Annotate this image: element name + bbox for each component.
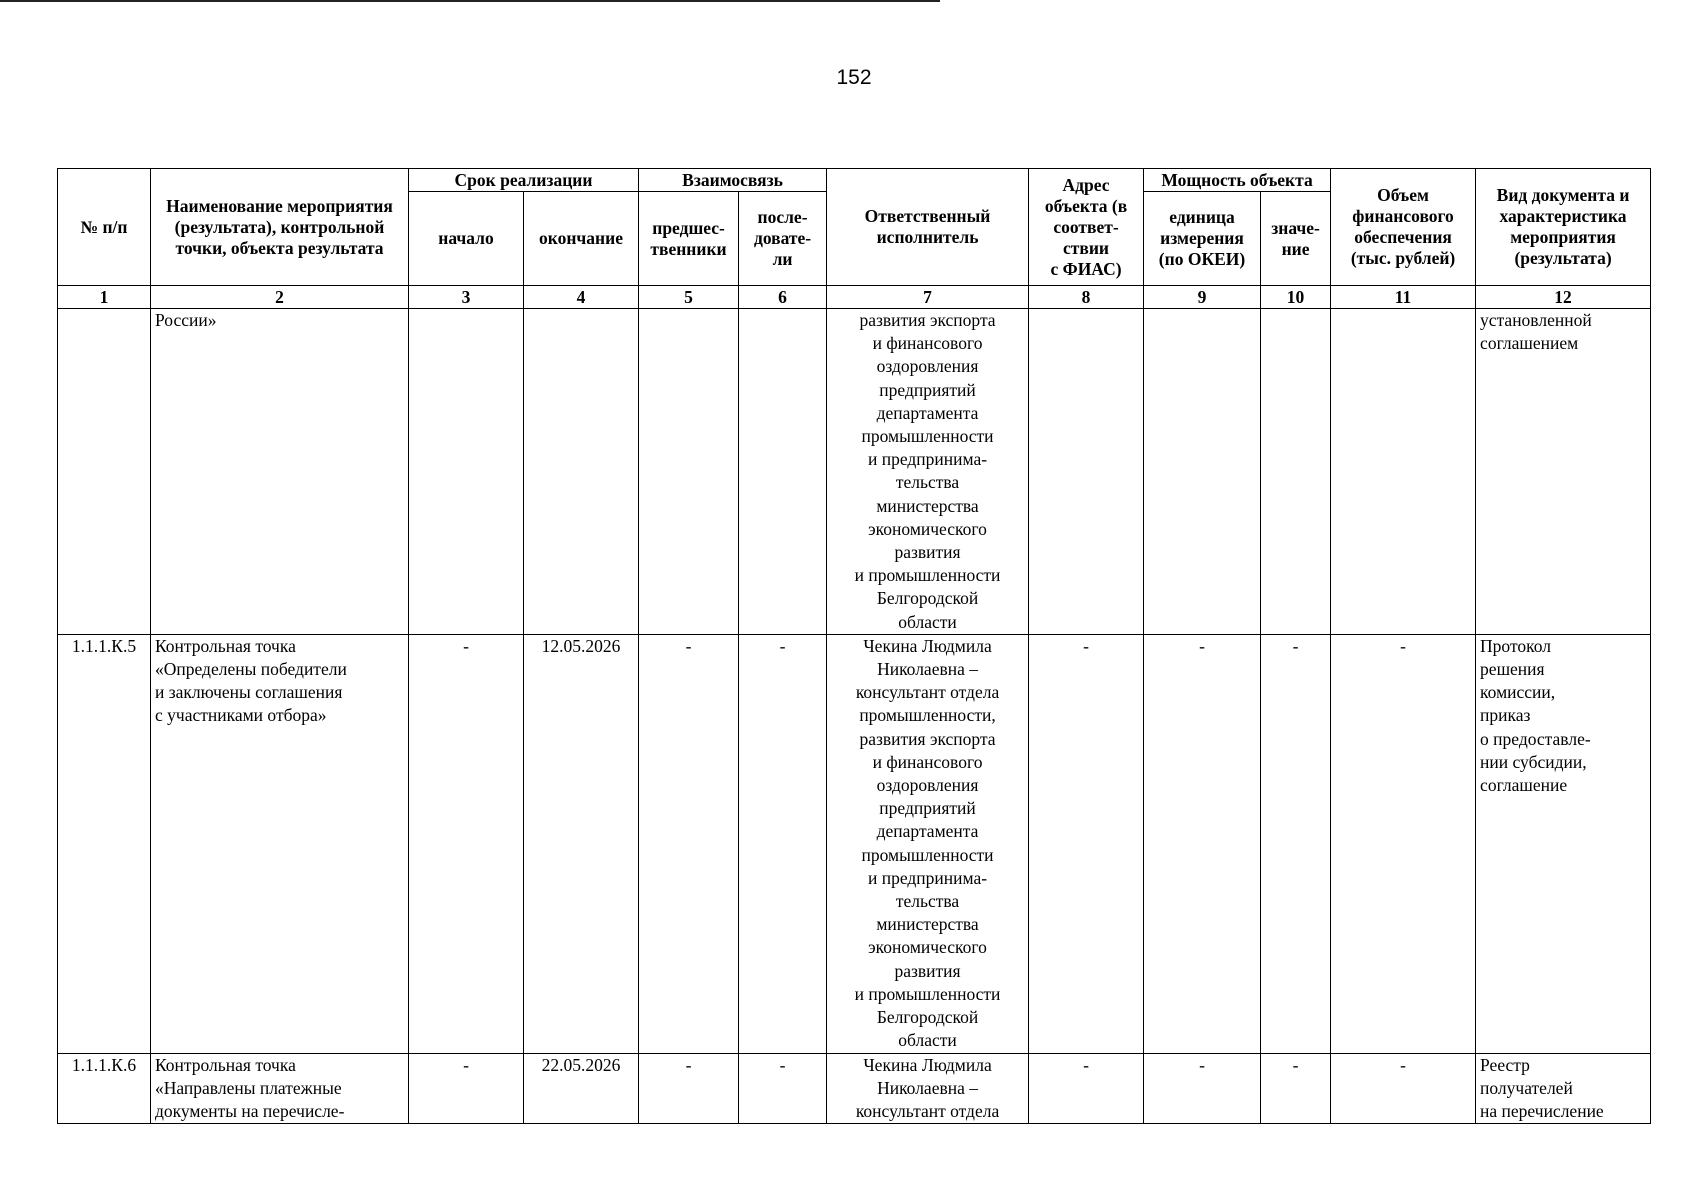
row-name: Контрольная точка «Определены победители и заключены соглашения с участниками отбора» [151, 634, 409, 1053]
activity-plan-table [57, 168, 1651, 1124]
header-num: № п/п [58, 169, 151, 286]
row-num: 1.1.1.К.6 [58, 1053, 151, 1124]
row-address: - [1029, 634, 1144, 1053]
row-start: - [409, 634, 524, 1053]
column-number: 7 [827, 286, 1029, 309]
table-row [58, 309, 1651, 635]
header-end: окончание [524, 192, 639, 286]
row-start: - [409, 1053, 524, 1124]
row-address [1029, 309, 1144, 635]
row-start [409, 309, 524, 635]
row-funding [1331, 309, 1476, 635]
header-capacity: Мощность объекта [1144, 169, 1331, 192]
row-value: - [1261, 1053, 1331, 1124]
row-end [524, 309, 639, 635]
column-number: 8 [1029, 286, 1144, 309]
header-value: значе- ние [1261, 192, 1331, 286]
header-links: Взаимосвязь [639, 169, 827, 192]
column-number: 3 [409, 286, 524, 309]
header-name: Наименование мероприятия (результата), контрольной точки, объекта результата [151, 169, 409, 286]
row-responsible: Чекина Людмила Николаевна – консультант отдела промышленности, развития экспорта и финансового оздоровления предприятий департамента промышленности и предпринима- тельства министерства экономического развития и промышленности Белгородской области [827, 634, 1029, 1053]
row-num: 1.1.1.К.5 [58, 634, 151, 1053]
row-succ [739, 309, 827, 635]
row-end: 12.05.2026 [524, 634, 639, 1053]
row-succ: - [739, 1053, 827, 1124]
header-responsible: Ответственный исполнитель [827, 169, 1029, 286]
row-value: - [1261, 634, 1331, 1053]
table-row [58, 634, 1651, 1053]
scan-edge-line [0, 0, 940, 2]
row-doc: Протокол решения комиссии, приказ о предоставле- нии субсидии, соглашение [1476, 634, 1651, 1053]
row-unit [1144, 309, 1261, 635]
header-address: Адрес объекта (в соответ- ствии с ФИАС) [1029, 169, 1144, 286]
column-number: 4 [524, 286, 639, 309]
row-pred: - [639, 634, 739, 1053]
row-num [58, 309, 151, 635]
row-name: России» [151, 309, 409, 635]
row-value [1261, 309, 1331, 635]
column-number: 5 [639, 286, 739, 309]
column-number: 1 [58, 286, 151, 309]
row-responsible: развития экспорта и финансового оздоровления предприятий департамента промышленности и предпринима- тельства министерства экономического развития и промышленности Белгородской области [827, 309, 1029, 635]
row-pred: - [639, 1053, 739, 1124]
page-number: 152 [836, 66, 872, 89]
row-end: 22.05.2026 [524, 1053, 639, 1124]
header-pred: предшес- твенники [639, 192, 739, 286]
row-doc: установленной соглашением [1476, 309, 1651, 635]
column-number: 2 [151, 286, 409, 309]
column-number: 6 [739, 286, 827, 309]
row-succ: - [739, 634, 827, 1053]
header-row-top [58, 169, 1651, 192]
column-number-row [58, 286, 1651, 309]
header-funding: Объем финансового обеспечения (тыс. рублей) [1331, 169, 1476, 286]
header-unit: единица измерения (по ОКЕИ) [1144, 192, 1261, 286]
column-number: 11 [1331, 286, 1476, 309]
row-funding: - [1331, 1053, 1476, 1124]
row-responsible: Чекина Людмила Николаевна – консультант отдела [827, 1053, 1029, 1124]
header-succ: после- довате- ли [739, 192, 827, 286]
row-unit: - [1144, 1053, 1261, 1124]
row-pred [639, 309, 739, 635]
row-address: - [1029, 1053, 1144, 1124]
row-unit: - [1144, 634, 1261, 1053]
table-row [58, 1053, 1651, 1124]
header-doc: Вид документа и характеристика мероприятия (результата) [1476, 169, 1651, 286]
column-number: 9 [1144, 286, 1261, 309]
column-number: 10 [1261, 286, 1331, 309]
header-start: начало [409, 192, 524, 286]
row-funding: - [1331, 634, 1476, 1053]
header-period: Срок реализации [409, 169, 639, 192]
column-number: 12 [1476, 286, 1651, 309]
row-doc: Реестр получателей на перечисление [1476, 1053, 1651, 1124]
row-name: Контрольная точка «Направлены платежные документы на перечисле- [151, 1053, 409, 1124]
